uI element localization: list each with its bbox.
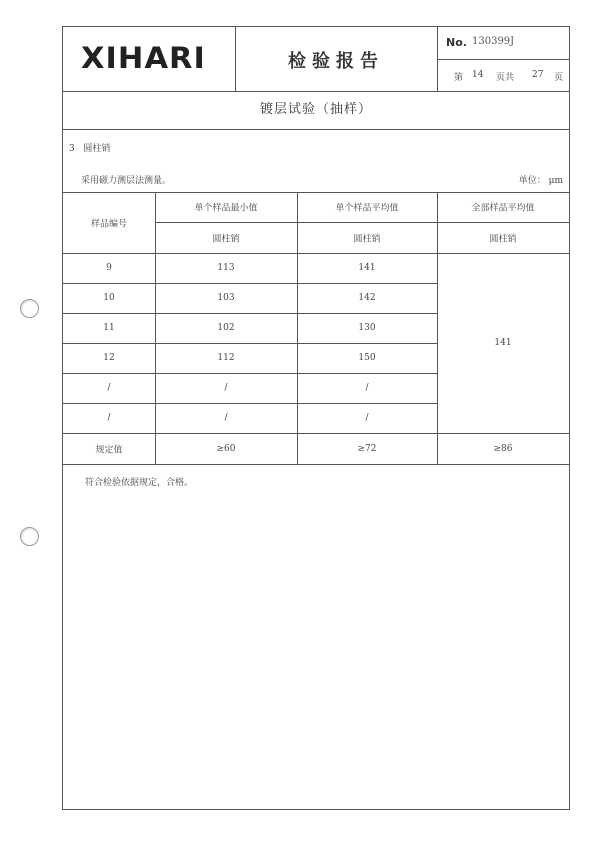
company-logo: XIHARI [81,41,206,75]
row-5-sample-no: / [107,383,111,393]
item-number: 3 [69,144,75,154]
row-1-avg: 141 [358,263,376,273]
punch-hole-bottom [20,527,39,546]
row-4-min: 112 [217,353,235,363]
report-page [62,26,570,810]
item-heading [69,141,110,154]
report-title: 检验报告 [288,51,384,72]
header-overall-avg: 全部样品平均值 [471,203,535,214]
header-single-avg: 单个样品平均值 [335,203,399,214]
header-single-min: 单个样品最小值 [194,203,258,214]
row-2-min: 103 [217,293,235,303]
subheader-avg: 圆柱销 [353,234,381,245]
report-number-cell [438,27,569,60]
row-5-min: / [224,383,228,393]
row-3-avg: 130 [358,323,376,333]
row-1-sample-no: 9 [106,263,112,273]
subheader-overall-avg: 圆柱销 [489,234,517,245]
page-suffix: 页 [554,73,564,83]
row-2-avg: 142 [358,293,376,303]
page-current: 14 [472,70,484,80]
row-1-min: 113 [217,263,235,273]
title-cell [235,27,438,91]
page-total: 27 [532,70,544,80]
row-6-avg: / [365,413,369,423]
unit-label: 单位： μm [518,176,563,186]
row-6-sample-no: / [107,413,111,423]
spec-min: ≥60 [216,444,236,454]
measurement-method: 采用磁力测层法测量。 [81,176,172,186]
row-2-sample-no: 10 [103,293,115,303]
spec-label: 规定值 [95,445,123,456]
item-name: 圆柱销 [83,144,111,154]
section-title: 镀层试验（抽样） [63,91,569,130]
logo-cell [63,27,236,91]
row-4-sample-no: 12 [103,353,115,363]
page-prefix: 第 [454,73,464,83]
conclusion-text: 符合检验依据规定，合格。 [85,478,194,488]
report-number-value: 130399J [472,36,515,47]
row-3-sample-no: 11 [103,323,115,333]
subheader-min: 圆柱销 [212,234,240,245]
header-sample-no: 样品编号 [90,219,128,230]
overall-average-value: 141 [494,338,512,348]
report-header [63,27,569,92]
spec-avg: ≥72 [357,444,377,454]
spec-overall-avg: ≥86 [493,444,513,454]
page-mid: 页共 [496,73,515,83]
row-4-avg: 150 [358,353,376,363]
report-number-label: No. [446,36,467,49]
page-counter-cell [438,60,569,91]
row-3-min: 102 [217,323,235,333]
row-6-min: / [224,413,228,423]
punch-hole-top [20,299,39,318]
row-5-avg: / [365,383,369,393]
